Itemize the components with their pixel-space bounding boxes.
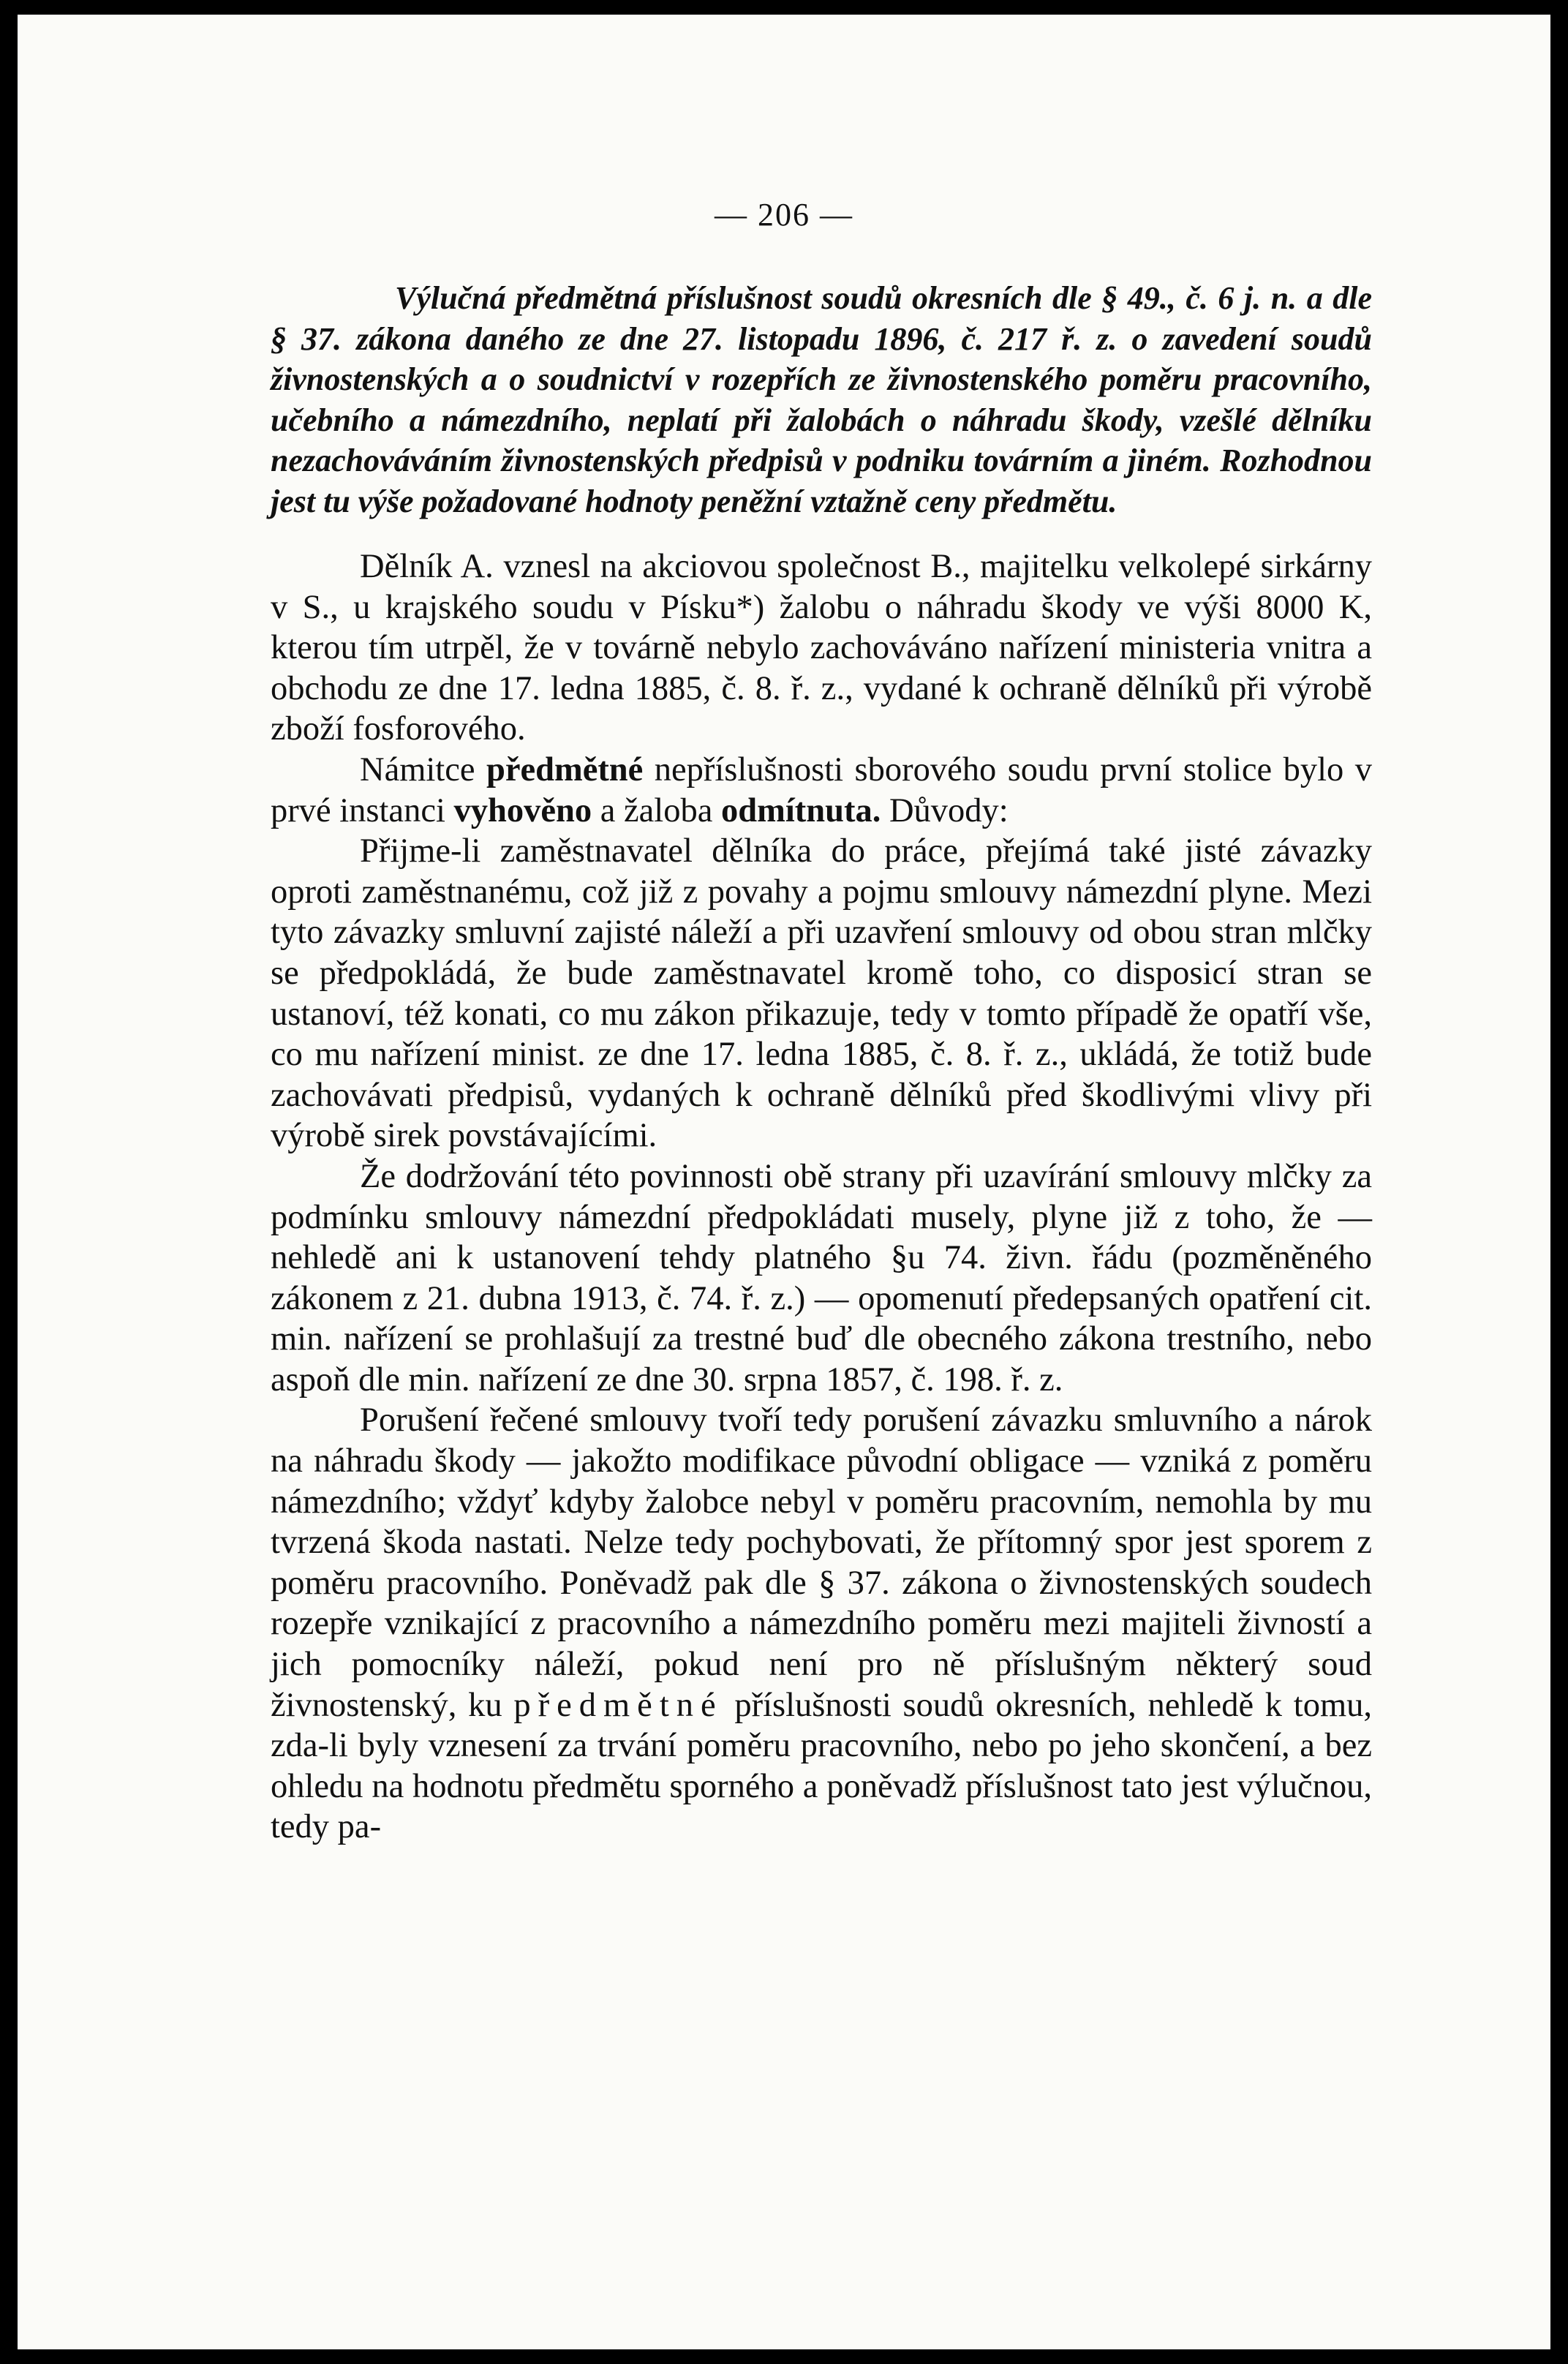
p5-spaced-predmetne: předmětné (513, 1686, 723, 1724)
page-number: — 206 — (715, 197, 853, 233)
p2-emphasis-predmetne: předmětné (486, 750, 644, 788)
p5-text-a: Porušení řečené smlouvy tvoří tedy porušení závazku smluvního a nárok na náhradu škody — jakožto modifikace původní obligace — vzniká z poměru námezdního; vždyť kdyby žalobce nebyl v poměru pracovním, nemohla by mu tvrzená škoda nastati. Nelze tedy pochybovati, že přítomný spor jest sporem z poměru pracovního. Poněvadž pak dle § 37. zákona o živnostenských soudech rozepře vznikající z pracovního a námezdního poměru mezi majiteli živností a jich pomocníky náleží, pokud není pro ně příslušným některý soud živnostenský, ku (271, 1401, 1372, 1724)
p5-text-c: příslušnosti soudů okresních, nehledě k tomu, zda-li byly vznesení za trvání poměru pracovního, nebo po jeho skončení, a bez ohledu na hodnotu předmětu sporného a poněvadž příslušnost tato jest výlučnou, tedy pa- (271, 1686, 1372, 1846)
p2-text-a: Námitce (360, 750, 486, 788)
p2-text-g: Důvody: (881, 791, 1009, 829)
paragraph-reasons-2: Že dodržování této povinnosti obě strany při uzavírání smlouvy mlčky za podmínku smlouvy námezdní předpokládati musely, plyne již z toho, že — nehledě ani k ustanovení tehdy platného §u 74. živn. řádu (pozměněného zákonem z 21. dubna 1913, č. 74. ř. z.) — opomenutí předepsaných opatření cit. min. nařízení se prohlašují za trestné buď dle obecného zákona trestního, nebo aspoň dle min. nařízení ze dne 30. srpna 1857, č. 198. ř. z. (271, 1157, 1372, 1399)
p2-text-e: a žaloba (592, 791, 721, 829)
p2-text-c: nepříslušnosti sborového soudu první stolice bylo v prvé instanci (271, 750, 1372, 829)
paragraph-first-instance (271, 750, 1372, 831)
page-body (271, 278, 1372, 1848)
case-summary-headnote: Výlučná předmětná příslušnost soudů okresních dle § 49., č. 6 j. n. a dle § 37. zákona daného ze dne 27. listopadu 1896, č. 217 ř. z. o zavedení soudů živnostenských a o soudnictví v rozepřích ze živnostenského poměru pracovního, učebního a námezdního, neplatí při žalobách o náhradu škody, vzešlé dělníku nezachováváním živnostenských předpisů v podniku továrním a jiném. Rozhodnou jest tu výše požadované hodnoty peněžní vztažně ceny předmětu. (271, 280, 1372, 519)
paragraph-reasons-1: Přijme-li zaměstnavatel dělníka do práce, přejímá také jisté závazky oproti zaměstnanému, což již z povahy a pojmu smlouvy námezdní plyne. Mezi tyto závazky smluvní zajisté náleží a při uzavření smlouvy od obou stran mlčky se předpokládá, že bude zaměstnavatel kromě toho, co disposicí stran se ustanoví, též konati, co mu zákon přikazuje, tedy v tomto případě že opatří vše, co mu nařízení minist. ze dne 17. ledna 1885, č. 8. ř. z., ukládá, že totiž bude zachovávati předpisů, vydaných k ochraně dělníků před škodlivými vlivy při výrobě sirek povstávajícími. (271, 832, 1372, 1155)
p2-emphasis-odmitnuta: odmítnuta. (721, 791, 881, 829)
book-page (18, 15, 1550, 2349)
p2-emphasis-vyhoveno: vyhověno (453, 791, 592, 829)
paragraph-facts: Dělník A. vznesl na akciovou společnost B., majitelku velkolepé sirkárny v S., u krajského soudu v Písku*) žalobu o náhradu škody ve výši 8000 K, kterou tím utrpěl, že v továrně nebylo zachováváno nařízení ministeria vnitra a obchodu ze dne 17. ledna 1885, č. 8. ř. z., vydané k ochraně dělníků při výrobě zboží fosforového. (271, 548, 1372, 748)
paragraph-reasons-3 (271, 1400, 1372, 1848)
